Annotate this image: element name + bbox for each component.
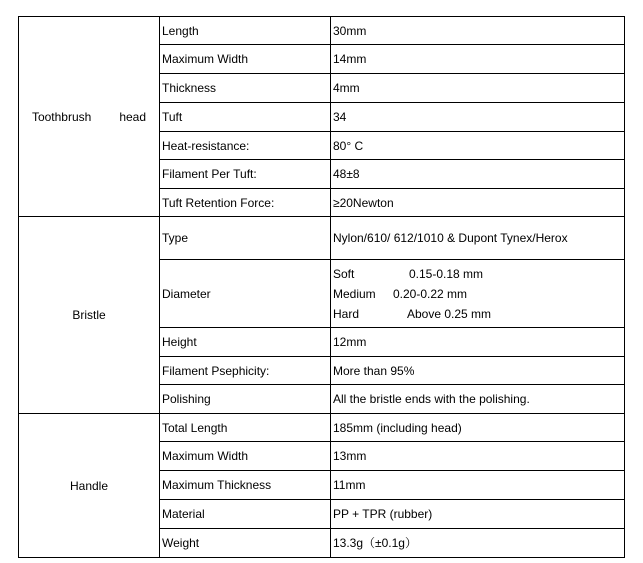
group-cell-bristle xyxy=(19,217,160,414)
spec-value: 80° C xyxy=(331,132,625,160)
spec-value: All the bristle ends with the polishing. xyxy=(331,385,625,414)
spec-label: Thickness xyxy=(160,74,331,103)
spec-value: 185mm (including head) xyxy=(331,414,625,442)
spec-value: More than 95% xyxy=(331,357,625,385)
spec-value: 48±8 xyxy=(331,160,625,189)
spec-label: Weight xyxy=(160,529,331,558)
spec-label: Total Length xyxy=(160,414,331,442)
spec-label: Tuft Retention Force: xyxy=(160,189,331,217)
group-cell-handle xyxy=(19,414,160,558)
table-row xyxy=(19,414,625,442)
spec-value-diameter xyxy=(331,260,625,328)
spec-value: PP + TPR (rubber) xyxy=(331,500,625,529)
spec-label: Maximum Thickness xyxy=(160,471,331,500)
spec-label: Maximum Width xyxy=(160,442,331,471)
spec-label: Filament Psephicity: xyxy=(160,357,331,385)
spec-value: 30mm xyxy=(331,17,625,45)
spec-value: Nylon/610/ 612/1010 & Dupont Tynex/Herox xyxy=(331,217,625,260)
diameter-soft: Soft 0.15-0.18 mm xyxy=(333,266,484,281)
spec-label: Filament Per Tuft: xyxy=(160,160,331,189)
spec-value: ≥20Newton xyxy=(331,189,625,217)
diameter-medium: Medium 0.20-0.22 mm xyxy=(333,286,468,301)
group-label: Handle xyxy=(69,478,109,493)
spec-label: Diameter xyxy=(160,260,331,328)
spec-label: Tuft xyxy=(160,103,331,132)
spec-label: Length xyxy=(160,17,331,45)
spec-label: Maximum Width xyxy=(160,45,331,74)
group-label: Bristle xyxy=(72,308,106,322)
spec-label: Polishing xyxy=(160,385,331,414)
spec-label: Height xyxy=(160,328,331,357)
spec-value: 14mm xyxy=(331,45,625,74)
table-row xyxy=(19,17,625,45)
spec-value: 11mm xyxy=(331,471,625,500)
spec-value: 34 xyxy=(331,103,625,132)
spec-value: 13.3g（±0.1g） xyxy=(331,529,625,558)
spec-value: 13mm xyxy=(331,442,625,471)
spec-label: Heat-resistance: xyxy=(160,132,331,160)
spec-table xyxy=(18,16,625,558)
table-row xyxy=(19,217,625,260)
spec-label: Type xyxy=(160,217,331,260)
group-cell-toothbrush-head xyxy=(19,17,160,217)
spec-value: 4mm xyxy=(331,74,625,103)
spec-value: 12mm xyxy=(331,328,625,357)
diameter-hard: Hard Above 0.25 mm xyxy=(333,306,492,321)
spec-label: Material xyxy=(160,500,331,529)
group-label: Toothbrush head xyxy=(31,109,147,124)
